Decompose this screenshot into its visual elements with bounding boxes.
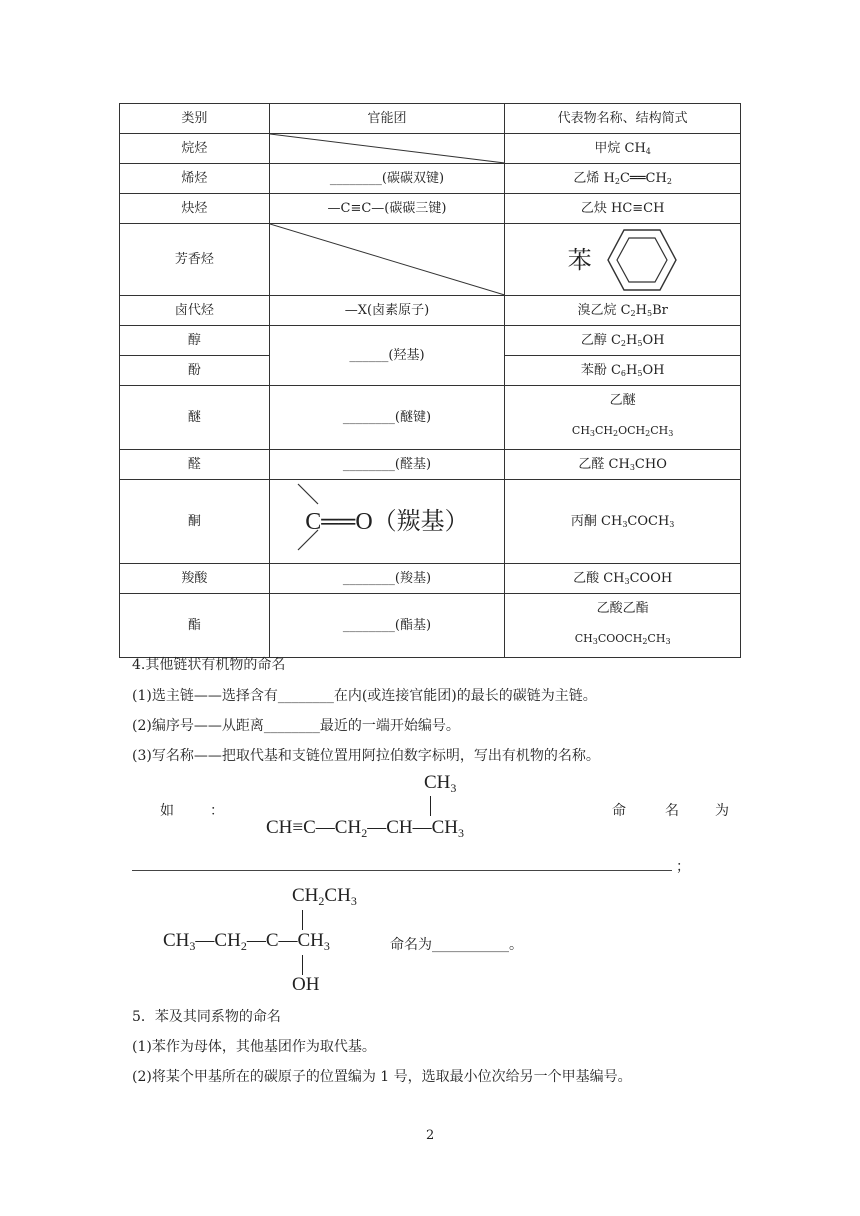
section5-title: 5．苯及其同系物的命名 — [132, 1009, 281, 1025]
representative-cell: 乙炔 HC≡CH — [505, 194, 741, 224]
category-cell: 烯烃 — [120, 164, 270, 194]
functional-group-cell: ________(羧基) — [269, 564, 505, 594]
category-cell: 芳香烃 — [120, 224, 270, 296]
representative-cell: 溴乙烷 $C_2H_5Br$ — [505, 296, 741, 326]
representative-cell — [505, 224, 741, 296]
functional-group-cell: ________(碳碳双键) — [269, 164, 505, 194]
table-row — [120, 296, 741, 326]
representative-cell: 乙醇 $C_2H_5OH$ — [505, 326, 741, 356]
representative-cell: 丙酮 $CH_3COCH_3$ — [505, 480, 741, 564]
example-wei: 为 — [715, 803, 729, 819]
table-header-row — [120, 104, 741, 134]
functional-group-cell: ______(羟基) — [269, 326, 505, 386]
table-row — [120, 480, 741, 564]
category-cell: 醇 — [120, 326, 270, 356]
table-row — [120, 386, 741, 450]
section4-p3: (3)写名称——把取代基和支链位置用阿拉伯数字标明，写出有机物的名称。 — [132, 748, 600, 764]
struct2-oh: OH — [292, 974, 320, 995]
functional-group-cell: ________(醚键) — [269, 386, 505, 450]
header-category: 类别 — [120, 104, 270, 134]
example-ming: 命 — [612, 803, 626, 819]
category-cell: 烷烃 — [120, 134, 270, 164]
category-cell: 炔烃 — [120, 194, 270, 224]
example-ru: 如 — [160, 803, 174, 819]
struct2-main-chain: $CH_3—CH_2—C—CH_3$ — [163, 930, 330, 953]
example-ming2: 名 — [665, 803, 679, 819]
page-number: 2 — [426, 1128, 435, 1143]
representative-cell: 乙醛 $CH_3CHO$ — [505, 450, 741, 480]
section5-p1: (1)苯作为母体，其他基团作为取代基。 — [132, 1039, 376, 1055]
category-cell: 酮 — [120, 480, 270, 564]
table-row — [120, 194, 741, 224]
representative-cell: 乙醚 $CH_3CH_2OCH_2CH_3$ — [505, 386, 741, 450]
table-row — [120, 564, 741, 594]
representative-cell: 乙烯 $H_2C══CH_2$ — [505, 164, 741, 194]
table-row — [120, 134, 741, 164]
header-representative: 代表物名称、结构简式 — [505, 104, 741, 134]
representative-cell: 乙酸乙酯 $CH_3COOCH_2CH_3$ — [505, 594, 741, 658]
benzene-ring-icon — [606, 228, 678, 292]
category-cell: 羧酸 — [120, 564, 270, 594]
functional-group-cell: ________(酯基) — [269, 594, 505, 658]
category-cell: 醛 — [120, 450, 270, 480]
section4-p2: (2)编序号——从距离________最近的一端开始编号。 — [132, 718, 460, 734]
struct2-top-group: $CH_2CH_3$ — [292, 885, 357, 908]
struct2-vertical-bond-top — [302, 910, 303, 930]
struct1-ch3-top: $CH_3$ — [424, 772, 457, 795]
example-colon: ： — [210, 803, 224, 819]
table-row — [120, 164, 741, 194]
section4-p1: (1)选主链——选择含有________在内(或连接官能团)的最长的碳链为主链。 — [132, 688, 597, 704]
functional-group-cell: ________(醛基) — [269, 450, 505, 480]
section4-title: 4.其他链状有机物的命名 — [132, 657, 286, 673]
table-row — [120, 224, 741, 296]
functional-group-table — [119, 103, 741, 658]
table-row — [120, 450, 741, 480]
struct1-main-chain: $CH\equiv C—CH_2—CH—CH_3$ — [266, 817, 464, 840]
header-functional-group: 官能团 — [269, 104, 505, 134]
category-cell: 酯 — [120, 594, 270, 658]
category-cell: 卤代烃 — [120, 296, 270, 326]
functional-group-cell: —X(卤素原子) — [269, 296, 505, 326]
functional-group-cell: —C≡C—(碳碳三键) — [269, 194, 505, 224]
benzene-label: 苯 — [567, 245, 592, 274]
answer-blank-line[interactable] — [132, 870, 672, 871]
semicolon: ； — [676, 859, 690, 875]
example2-label: 命名为___________。 — [390, 937, 523, 953]
section5-p2: (2)将某个甲基所在的碳原子的位置编为 1 号，选取最小位次给另一个甲基编号。 — [132, 1069, 632, 1085]
struct2-vertical-bond-bottom — [302, 955, 303, 975]
empty-diagonal-cell — [269, 224, 505, 296]
table-row — [120, 326, 741, 356]
carbonyl-structure-cell: C══O（羰基） — [269, 480, 505, 564]
representative-cell: 甲烷 $CH_4$ — [505, 134, 741, 164]
table-row — [120, 594, 741, 658]
representative-cell: 乙酸 $CH_3COOH$ — [505, 564, 741, 594]
struct1-vertical-bond — [430, 796, 431, 816]
representative-cell: 苯酚 $C_6H_5OH$ — [505, 356, 741, 386]
category-cell: 酚 — [120, 356, 270, 386]
category-cell: 醚 — [120, 386, 270, 450]
empty-diagonal-cell — [269, 134, 505, 164]
